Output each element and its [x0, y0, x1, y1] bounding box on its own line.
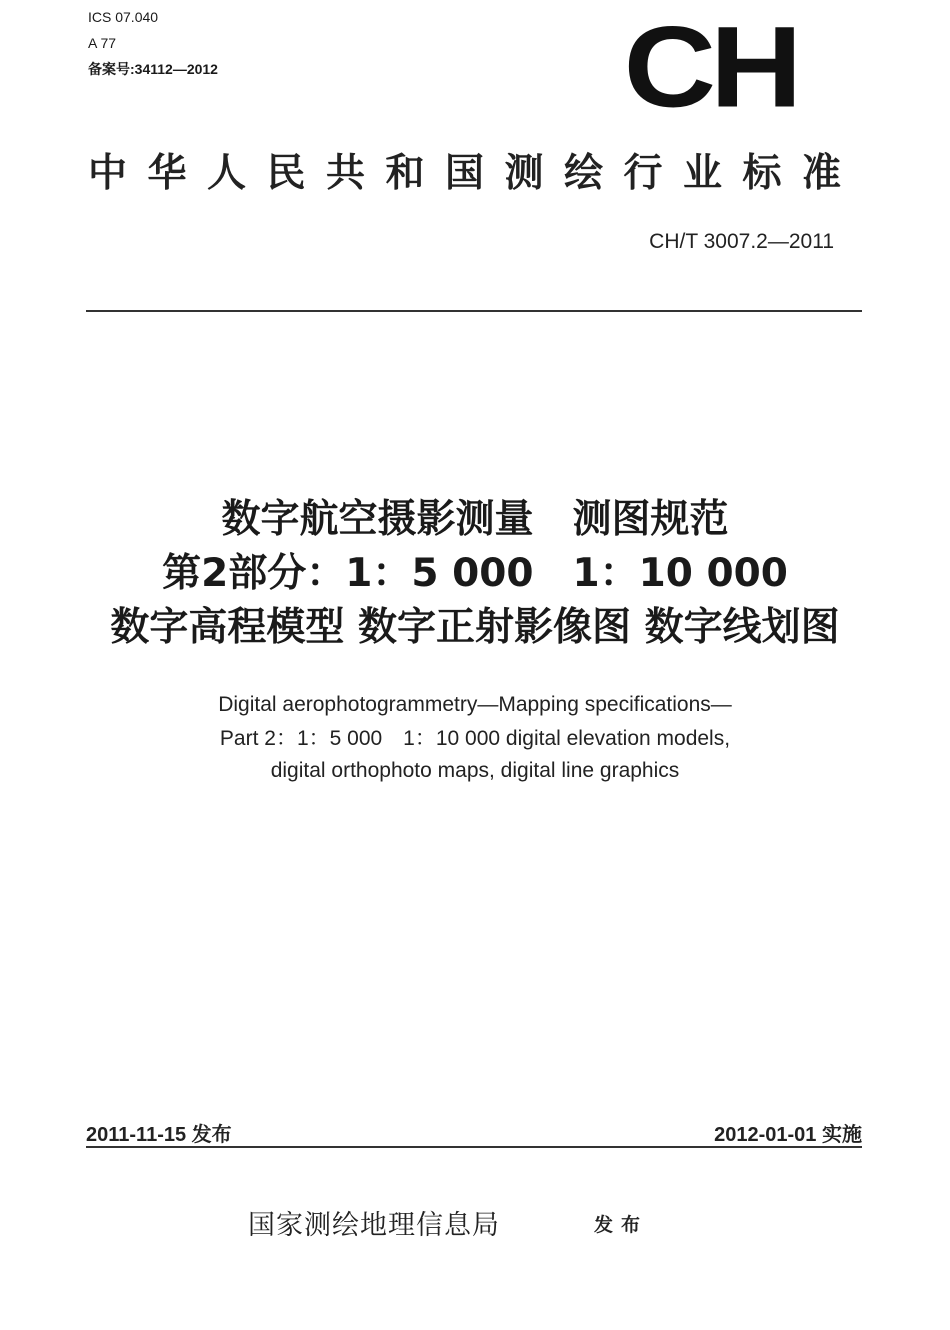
classification-code: A 77 — [88, 35, 117, 51]
record-number: 备案号:34112—2012 — [88, 61, 218, 77]
ics-code: ICS 07.040 — [88, 9, 159, 25]
title-cn-line1: 数字航空摄影测量 测图规范 — [221, 497, 729, 542]
title-en-line2: Part 2：1：5 000 1：10 000 digital elevation models, — [219, 727, 731, 750]
bottom-divider — [86, 1146, 862, 1148]
publish-label: 发布 — [594, 1214, 649, 1236]
publisher-name: 国家测绘地理信息局 — [248, 1210, 500, 1241]
standard-number: CH/T 3007.2—2011 — [649, 230, 834, 253]
issue-date: 2011-11-15 发布 — [86, 1124, 232, 1146]
title-cn-line3: 数字高程模型 数字正射影像图 数字线划图 — [110, 605, 840, 650]
ch-logo: CH — [623, 3, 797, 132]
national-standard-title: 中华人民共和国测绘行业标准 — [88, 151, 862, 196]
title-en-line3: digital orthophoto maps, digital line graphics — [270, 759, 680, 782]
implementation-date: 2012-01-01 实施 — [714, 1124, 862, 1146]
top-divider — [86, 310, 862, 312]
title-en-line1: Digital aerophotogrammetry—Mapping specifications— — [218, 693, 732, 716]
dates-row — [86, 1118, 862, 1147]
title-cn-line2: 第2部分：1：5 000 1：10 000 — [162, 551, 788, 596]
